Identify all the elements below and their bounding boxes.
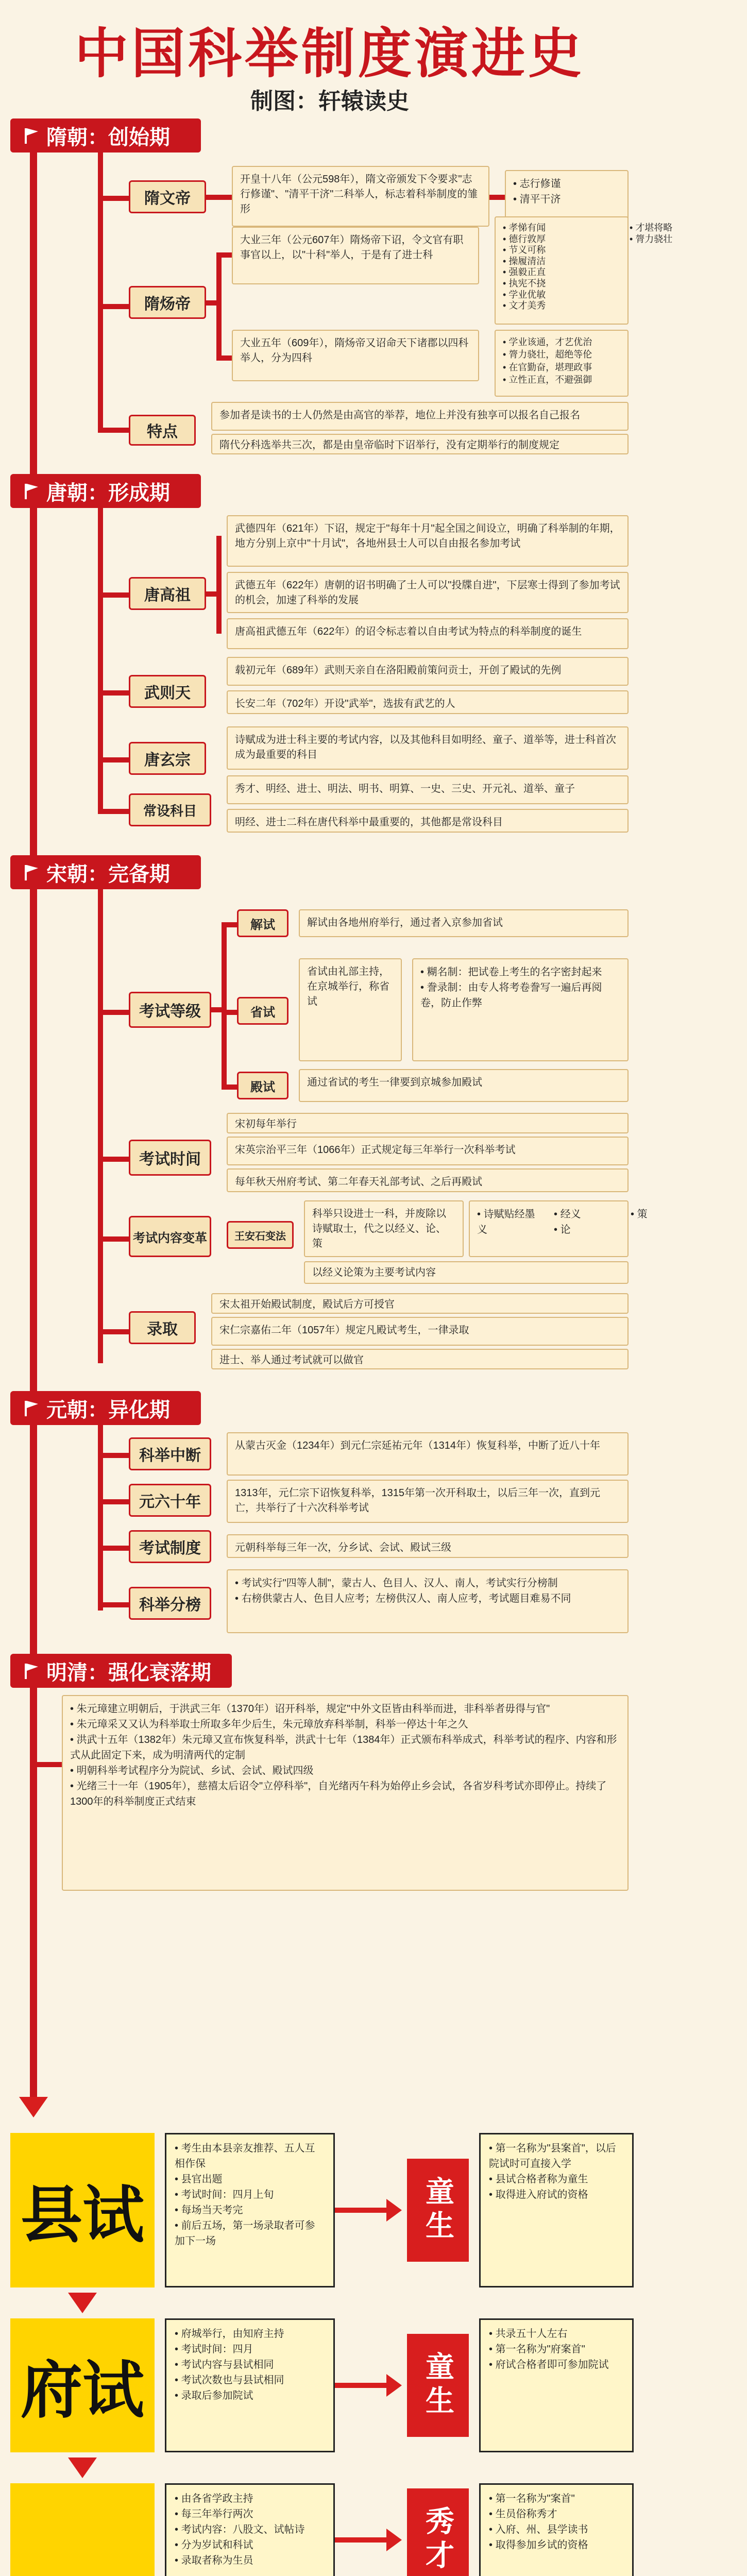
flag-icon — [23, 126, 41, 145]
list-item: • 取得参加乡试的资格 — [489, 2537, 624, 2553]
node-song-luqu: 录取 — [129, 1311, 196, 1344]
exam-fushi-list — [165, 2318, 335, 2452]
exam-xianshi-list — [165, 2133, 335, 2287]
list-item: • 节义可称 — [503, 245, 620, 256]
list-item: • 经义 — [554, 1207, 620, 1222]
dynasty-title: 唐朝：形成期 — [46, 481, 170, 504]
tang-wuzetian-text1: 载初元年（689年）武则天亲自在洛阳殿前策问贡士，开创了殿试的先例 — [227, 657, 629, 686]
connector — [98, 757, 129, 762]
list-item: • 第一名称为"案首" — [489, 2491, 624, 2506]
connector — [211, 1007, 222, 1012]
connector — [37, 1762, 62, 1767]
flag-icon — [23, 482, 41, 500]
connector — [216, 252, 232, 258]
sui-tedian-text2: 隋代分科选举共三次，都是由皇帝临时下诏举行，没有定期举行的制度规定 — [211, 434, 629, 454]
list-item: • 论 — [554, 1222, 620, 1238]
node-sui-wendi: 隋文帝 — [129, 180, 206, 213]
sui-tedian-text1: 参加者是读书的士人仍然是由高官的举荐，地位上并没有独享可以报名自己报名 — [211, 402, 629, 431]
connector — [98, 196, 129, 201]
node-tang-gaozu: 唐高祖 — [129, 577, 206, 610]
list-item: • 考试内容与县试相同 — [175, 2357, 325, 2372]
connector — [98, 1236, 129, 1242]
list-item: • 考试时间：四月上旬 — [175, 2187, 325, 2202]
list-item: • 明朝科举考试程序分为院试、乡试、会试、殿试四级 — [70, 1763, 620, 1778]
list-item: • 录取后参加院试 — [175, 2388, 325, 2403]
connector — [98, 508, 103, 812]
list-item: • 府试合格者即可参加院试 — [489, 2357, 624, 2372]
down-arrow-icon — [68, 2458, 97, 2478]
node-sui-tedian: 特点 — [129, 415, 196, 446]
list-item: • 分为岁试和科试 — [175, 2537, 325, 2553]
node-yuan-fenzu: 科举分榜 — [129, 1587, 211, 1620]
connector — [206, 300, 216, 306]
list-item: • 考试次数也与县试相同 — [175, 2372, 325, 2388]
mingqing-list — [62, 1695, 629, 1891]
song-shijian-text2: 宋英宗治平三年（1066年）正式规定每三年举行一次科举考试 — [227, 1137, 629, 1165]
list-item: • 誊录制：由专人将考卷誊写一遍后再阅卷，防止作弊 — [420, 980, 620, 1011]
list-item: • 每三年举行两次 — [175, 2506, 325, 2522]
dynasty-title: 宋朝：完备期 — [46, 862, 170, 886]
list-item: • 考试内容：八股文、试帖诗 — [175, 2522, 325, 2537]
list-item: • 糊名制：把试卷上考生的名字密封起来 — [420, 964, 620, 980]
flag-icon — [23, 1662, 41, 1680]
list-item: • 学业该通，才艺优治 — [503, 336, 620, 348]
exam-yuanshi-result: 秀才 — [407, 2488, 469, 2576]
song-luqu-text3: 进士、举人通过考试就可以做官 — [211, 1349, 629, 1369]
list-item: • 前后五场，第一场录取者可参加下一场 — [175, 2218, 325, 2249]
list-item: • 才堪将略 — [630, 223, 747, 234]
tang-gaozu-text2: 武德五年（622年）唐朝的诏书明确了士人可以"投牒自进"，下层寒士得到了参加考试的机会，加速了科举的发展 — [227, 572, 629, 613]
connector — [216, 536, 222, 634]
connector — [206, 591, 216, 597]
sui-yangdi-list1 — [495, 216, 673, 325]
connector — [98, 1602, 129, 1607]
connector — [222, 922, 237, 927]
list-item: • 膂力骁壮，超绝等伦 — [503, 348, 620, 361]
connector — [335, 2208, 386, 2213]
tang-gaozu-text1: 武德四年（621年）下诏，规定于"每年十月"起全国之间设立，明确了科举制的年期，地方分别上京中"十月试"，各地州县士人可以自由报名参加考试 — [227, 515, 629, 567]
dynasty-title: 元朝：异化期 — [46, 1398, 170, 1421]
dynasty-title: 明清：强化衰落期 — [46, 1661, 211, 1684]
right-arrow-icon — [386, 2529, 402, 2551]
song-shengshi-list — [412, 958, 629, 1061]
exam-yuanshi-list — [165, 2483, 335, 2576]
node-song-dengji: 考试等级 — [129, 992, 211, 1028]
dynasty-song — [10, 855, 201, 889]
page-subtitle: 制图：轩辕读史 — [250, 89, 409, 114]
list-item: • 立性正直，不避强御 — [503, 374, 620, 386]
list-item: • 右榜供蒙古人、色目人应考；左榜供汉人、南人应考，考试题目难易不同 — [235, 1591, 620, 1606]
list-item: • 生员俗称秀才 — [489, 2506, 624, 2522]
node-tang-xuanzong: 唐玄宗 — [129, 742, 206, 775]
down-arrow-icon — [68, 2293, 97, 2313]
node-sui-yangdi: 隋炀帝 — [129, 286, 206, 319]
list-item: • 学业优敏 — [503, 290, 620, 301]
list-item: • 每场当天考完 — [175, 2202, 325, 2218]
node-song-wanganshi: 王安石变法 — [227, 1221, 294, 1249]
node-song-jieshi: 解试 — [237, 909, 288, 937]
list-item: • 强毅正直 — [503, 267, 620, 278]
exam-fushi-result: 童生 — [407, 2334, 469, 2437]
node-yuan-liushi: 元六十年 — [129, 1484, 211, 1517]
yuan-zhidu-text: 元朝科举每三年一次，分乡试、会试、殿试三级 — [227, 1534, 629, 1558]
timeline-spine — [30, 124, 37, 2102]
exam-xianshi-title: 县试 — [10, 2133, 155, 2287]
list-item: • 考试时间：四月 — [175, 2342, 325, 2357]
song-shijian-text1: 宋初每年举行 — [227, 1113, 629, 1133]
connector — [489, 195, 505, 200]
connector — [98, 152, 103, 431]
connector — [216, 252, 222, 361]
list-item: • 诗赋贴经墨义 — [477, 1207, 544, 1238]
down-arrow-icon — [19, 2097, 48, 2117]
song-dianshi-text: 通过省试的考生一律要到京城参加殿试 — [299, 1069, 629, 1102]
list-item: • 洪武十五年（1382年）朱元璋又宣布恢复科举，洪武十七年（1384年）正式颁布科举成式，科举考试的程序、内容和形式从此固定下来，成为明清两代的定制 — [70, 1732, 620, 1763]
list-item: • 县试合格者称为童生 — [489, 2172, 624, 2187]
connector — [98, 1453, 129, 1458]
connector — [216, 355, 232, 361]
node-song-neirong: 考试内容变革 — [129, 1216, 211, 1257]
node-song-shijian: 考试时间 — [129, 1140, 211, 1176]
list-item: • 德行敦厚 — [503, 234, 620, 245]
connector — [98, 889, 103, 1363]
exam-xianshi-result: 童生 — [407, 2159, 469, 2262]
list-item: • 朱元璋采又又认为科举取士所取多年少后生，朱元璋放弃科举制，科举一停达十年之久 — [70, 1717, 620, 1732]
sui-yangdi-text1: 大业三年（公元607年）隋炀帝下诏，令文官有职事官以上，以"十科"举人，于是有了进士科 — [232, 227, 479, 284]
flag-icon — [23, 1399, 41, 1417]
sui-yangdi-list2 — [495, 330, 629, 397]
dynasty-tang — [10, 474, 201, 508]
list-item: • 入府、州、县学读书 — [489, 2522, 624, 2537]
connector — [98, 304, 129, 309]
connector — [98, 428, 129, 433]
list-item: • 由各省学政主持 — [175, 2491, 325, 2506]
list-item: • 清平干济 — [513, 192, 620, 207]
tang-changshe-text1: 秀才、明经、进士、明法、明书、明算、一史、三史、开元礼、道举、童子 — [227, 775, 629, 804]
list-item: • 志行修谨 — [513, 176, 620, 192]
sui-wendi-list — [505, 170, 629, 222]
list-item: • 第一名称为"府案首" — [489, 2342, 624, 2357]
exam-fushi-result-list — [479, 2318, 634, 2452]
connector — [222, 1084, 237, 1090]
list-item: • 策 — [631, 1207, 697, 1222]
tang-gaozu-text3: 唐高祖武德五年（622年）的诏令标志着以自由考试为特点的科举制度的诞生 — [227, 618, 629, 649]
song-shengshi-text: 省试由礼部主持，在京城举行，称省试 — [299, 958, 402, 1061]
list-item: • 府城举行，由知府主持 — [175, 2326, 325, 2342]
list-item: • 朱元璋建立明朝后，于洪武三年（1370年）诏开科举，规定"中外文臣皆由科举而进，非科举者毋得与官" — [70, 1701, 620, 1717]
song-neirong-list — [469, 1200, 648, 1257]
list-item: • 考生由本县亲友推荐、五人互相作保 — [175, 2141, 325, 2172]
dynasty-mingqing — [10, 1654, 232, 1688]
node-yuan-zhongduan: 科举中断 — [129, 1437, 211, 1470]
connector — [335, 2537, 386, 2543]
song-luqu-text1: 宋太祖开始殿试制度，殿试后方可授官 — [211, 1293, 629, 1314]
exam-fushi-title: 府试 — [10, 2318, 155, 2452]
exam-xianshi-result-list — [479, 2133, 634, 2287]
dynasty-title: 隋朝：创始期 — [46, 126, 170, 149]
list-item: • 光绪三十一年（1905年），慈禧太后诏令"立停科举"，自光绪丙午科为始停止乡会试，各省岁科考试亦即停止。持续了1300年的科举制度正式结束 — [70, 1778, 620, 1809]
list-item: • 县官出题 — [175, 2172, 325, 2187]
song-neirong-text1: 科举只设进士一科，并废除以诗赋取士，代之以经义、论、策 — [304, 1200, 464, 1257]
connector — [98, 690, 129, 696]
right-arrow-icon — [386, 2199, 402, 2222]
connector — [98, 809, 129, 814]
node-yuan-zhidu: 考试制度 — [129, 1530, 211, 1563]
connector — [206, 195, 232, 200]
connector — [98, 1010, 129, 1015]
flag-icon — [23, 863, 41, 882]
dynasty-yuan — [10, 1391, 201, 1425]
list-item: • 取得进入府试的资格 — [489, 2187, 624, 2202]
page-title: 中国科举制度演进史 — [74, 22, 585, 85]
exam-yuanshi-result-list — [479, 2483, 634, 2576]
node-tang-wuzetian: 武则天 — [129, 675, 206, 708]
list-item: • 操履清洁 — [503, 256, 620, 267]
node-tang-changshe: 常设科目 — [129, 793, 211, 826]
connector — [335, 2383, 386, 2388]
list-item: • 膂力骁壮 — [630, 234, 747, 245]
connector — [98, 1329, 129, 1334]
sui-yangdi-text2: 大业五年（609年），隋炀帝又诏命天下诸郡以四科举人，分为四科 — [232, 330, 479, 381]
list-item: • 考试实行"四等人制"，蒙古人、色目人、汉人、南人，考试实行分榜制 — [235, 1575, 620, 1591]
node-song-dianshi: 殿试 — [237, 1072, 288, 1099]
exam-yuanshi-title — [10, 2483, 155, 2576]
connector — [222, 1010, 237, 1015]
yuan-liushi-text: 1313年，元仁宗下诏恢复科举，1315年第一次开科取士，以后三年一次，直到元亡，共举行了十六次科举考试 — [227, 1480, 629, 1523]
connector — [222, 922, 227, 1087]
list-item: • 孝悌有闻 — [503, 223, 620, 234]
connector — [98, 592, 129, 598]
list-item: • 文才美秀 — [503, 300, 620, 312]
yuan-zhongduan-text: 从蒙古灭金（1234年）到元仁宗延祐元年（1314年）恢复科举，中断了近八十年 — [227, 1432, 629, 1476]
node-song-shengshi: 省试 — [237, 997, 288, 1025]
list-item: • 录取者称为生员 — [175, 2553, 325, 2568]
right-arrow-icon — [386, 2374, 402, 2397]
list-item: • 执宪不挠 — [503, 278, 620, 290]
tang-wuzetian-text2: 长安二年（702年）开设"武举"，选拔有武艺的人 — [227, 690, 629, 714]
tang-changshe-text2: 明经、进士二科在唐代科举中最重要的，其他都是常设科目 — [227, 809, 629, 833]
song-jieshi-text: 解试由各地州府举行，通过者入京参加省试 — [299, 909, 629, 937]
connector — [98, 1546, 129, 1551]
sui-wendi-text: 开皇十八年（公元598年），隋文帝颁发下令要求"志行修谨"、"清平干济"二科举人，标志着科举制度的雏形 — [232, 166, 489, 227]
list-item: • 共录五十人左右 — [489, 2326, 624, 2342]
list-item: • 在官勤奋，堪理政事 — [503, 361, 620, 374]
list-item: • 第一名称为"县案首"，以后院试时可直接入学 — [489, 2141, 624, 2172]
song-shijian-text3: 每年秋天州府考试、第二年春天礼部考试、之后再殿试 — [227, 1168, 629, 1192]
dynasty-sui — [10, 118, 201, 152]
song-luqu-text2: 宋仁宗嘉佑二年（1057年）规定凡殿试考生，一律录取 — [211, 1317, 629, 1346]
connector — [98, 1157, 129, 1162]
connector — [98, 1499, 129, 1504]
yuan-fenzu-list — [227, 1569, 629, 1633]
song-neirong-text2: 以经义论策为主要考试内容 — [304, 1261, 629, 1284]
tang-xuanzong-text: 诗赋成为进士科主要的考试内容，以及其他科目如明经、童子、道举等，进士科首次成为最重要的科目 — [227, 726, 629, 770]
